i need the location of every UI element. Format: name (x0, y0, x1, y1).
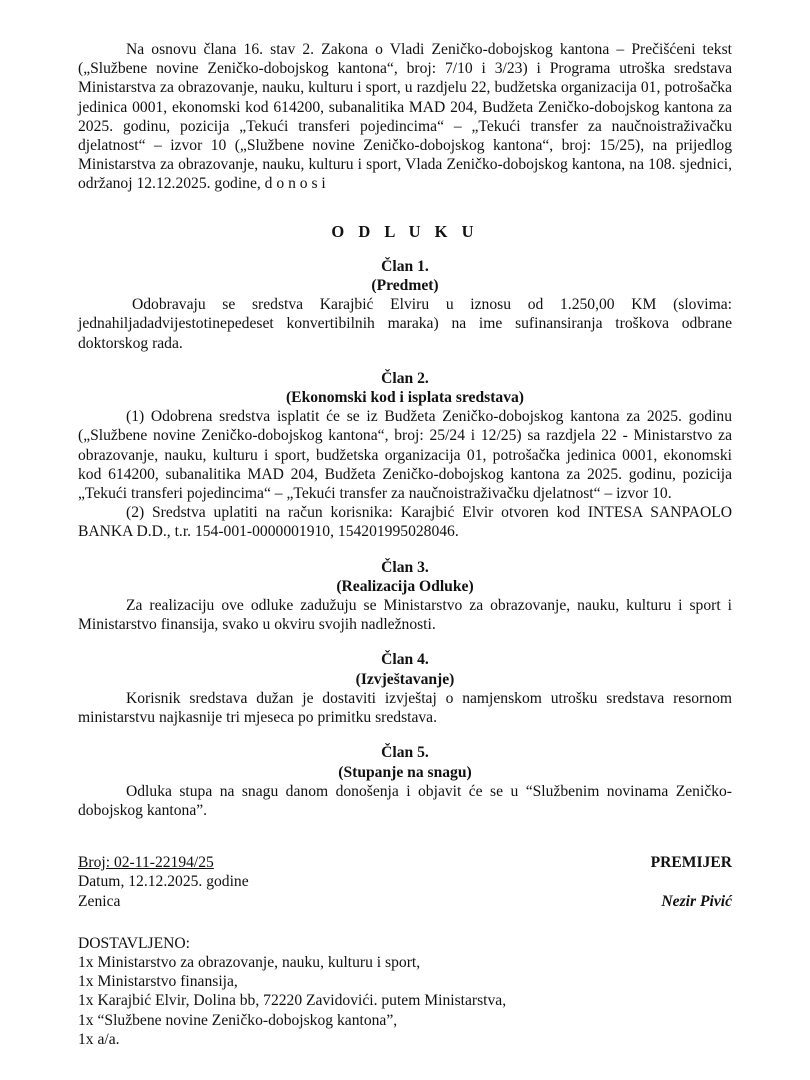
recipient-list (78, 953, 732, 1049)
article-4-number: Član 4. (381, 651, 429, 669)
document-body (78, 40, 732, 1049)
article-5-number: Član 5. (381, 744, 429, 762)
article-5-subtitle: (Stupanje na snagu) (338, 763, 472, 781)
article-4-paragraph: Korisnik sredstava dužan je dostaviti izvještaj o namjenskom utrošku sredstava resornom ministarstvu najkasnije tri mjeseca po primitku sredstava. (78, 689, 732, 727)
recipient-item: 1x “Službene novine Zeničko-dobojskog kantona”, (78, 1011, 398, 1029)
preamble-text: Na osnovu člana 16. stav 2. Zakona o Vladi Zeničko-dobojskog kantona – Prečišćeni tekst („Službene novine Zeničko-dobojskog kantona“, broj: 7/10 i 3/23) i Programa utroška sredstava Ministarstva za obrazovanje, nauku, kulturu i sport, u razdjelu 22, budžetska organizacija 01, potrošačka jedinica 0001, ekonomski kod 614200, subanalitika MAD 204, Budžeta Zeničko-dobojskog kantona za 2025. godinu, pozicija „Tekući transferi pojedincima“ – „Tekući transfer za naučnoistraživačku djelatnost“ – izvor 10 („Službene novine Zeničko-dobojskog kantona“, broj: 15/25), na prijedlog Ministarstva za obrazovanje, nauku, kulturu i sport, Vlada Zeničko-dobojskog kantona, na 108. sjednici, održanoj 12.12.2025. godine, (78, 41, 732, 193)
signature-block (78, 853, 732, 911)
recipient-item: 1x a/a. (78, 1030, 120, 1048)
article-3-number: Član 3. (381, 558, 429, 576)
article-3-paragraph: Za realizaciju ove odluke zadužuju se Ministarstvo za obrazovanje, nauku, kulturu i sport i Ministarstvo finansija, svako u okviru svojih nadležnosti. (78, 597, 732, 634)
article-2-paragraph-1: (1) Odobrena sredstva isplatit će se iz Budžeta Zeničko-dobojskog kantona za 2025. godinu („Službene novine Zeničko-dobojskog kantona“, broj: 25/24 i 12/25) sa razdjela 22 - Ministarstvo za obrazovanje, nauku, kulturu i sport, budžetska organizacija 01, potrošačka jedinica 0001, ekonomski kod 614200, subanalitika MAD 204, Budžeta Zeničko-dobojskog kantona za 2025. godinu, pozicija „Tekući transferi pojedincima“ – „Tekući transfer za naučnoistraživačku djelatnost“ – izvor 10. (78, 408, 732, 503)
decision-title: O D L U K U (331, 221, 479, 241)
article-4-subtitle: (Izvještavanje) (355, 670, 455, 688)
document-date: Datum, 12.12.2025. godine (78, 873, 249, 891)
distribution-heading: DOSTAVLJENO: (78, 934, 190, 952)
signatory-name: Nezir Pivić (661, 892, 732, 910)
recipient-item: 1x Ministarstvo finansija, (78, 973, 238, 991)
article-1-paragraph: Odobravaju se sredstva Karajbić Elviru u iznosu od 1.250,00 KM (slovima: jednahiljadadvijestotinepedeset konvertibilnih maraka) na ime sufinansiranja troškova odbrane doktorskog rada. (78, 296, 732, 352)
article-1-subtitle: (Predmet) (371, 277, 439, 295)
article-5-paragraph: Odluka stupa na snagu danom donošenja i objavit će se u “Službenim novinama Zeničko-dobojskog kantona”. (78, 782, 732, 819)
distribution-list (78, 934, 732, 1049)
signature-row-2 (78, 872, 732, 891)
recipient-item: 1x Ministarstvo za obrazovanje, nauku, kulturu i sport, (78, 953, 421, 971)
signature-row-3 (78, 892, 732, 911)
document-place: Zenica (78, 892, 121, 910)
signature-row-1 (78, 853, 732, 872)
article-2-paragraph-2: (2) Sredstva uplatiti na račun korisnika: Karajbić Elvir otvoren kod INTESA SANPAOLO BANKA D.D., t.r. 154-001-0000001910, 154201995028046. (78, 504, 732, 541)
article-1-number: Član 1. (381, 257, 429, 275)
article-2-subtitle: (Ekonomski kod i isplata sredstava) (285, 389, 524, 407)
preamble (78, 40, 732, 194)
article-3-subtitle: (Realizacija Odluke) (336, 577, 474, 595)
signatory-role: PREMIJER (650, 854, 732, 872)
recipient-item: 1x Karajbić Elvir, Dolina bb, 72220 Zavidovići. putem Ministarstva, (78, 992, 507, 1010)
document-number: Broj: 02-11-22194/25 (78, 854, 214, 872)
article-2-number: Član 2. (381, 369, 429, 387)
donosi-word: d o n o s i (264, 175, 326, 193)
